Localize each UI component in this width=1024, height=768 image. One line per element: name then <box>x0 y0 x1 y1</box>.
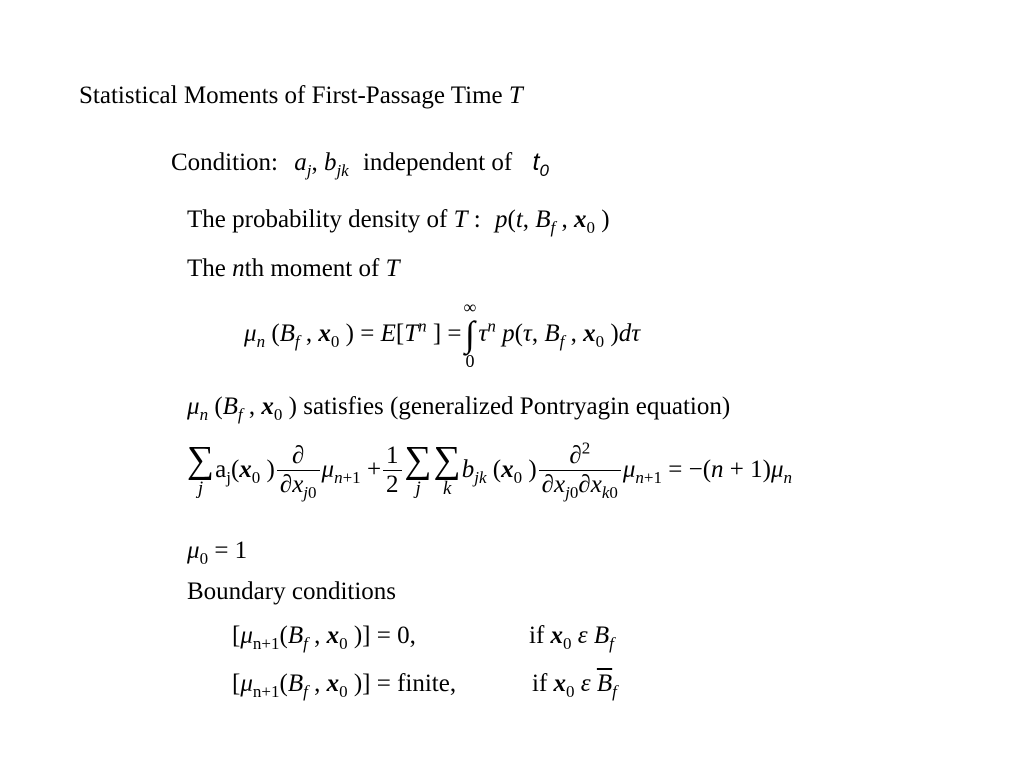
initial-condition: $\mu_0 = 1$ <box>187 537 248 568</box>
moment-label: The nth moment of T <box>187 255 400 282</box>
t0-symbol: $t_0$ <box>532 148 549 180</box>
partial-fraction-2: $\frac{\partial^2}{\partial x_{j0}\partial x_{k0}}$ <box>539 442 621 498</box>
sum-j2: ∑ j <box>404 439 432 499</box>
sum-k: ∑ k <box>433 439 461 499</box>
slide-title-var: T <box>508 82 523 109</box>
boundary-condition-2: [$\mu_{n+1}(B_f$ , $x_0$ )] = finite, <box>232 670 457 701</box>
coef-b: $b_{jk}$ <box>323 149 349 180</box>
boundary-condition-2-if: if $x_0$ ε $\overline{B}_f$ <box>532 670 617 701</box>
slide-title <box>79 82 523 110</box>
condition-label: Condition: <box>171 149 278 176</box>
density-formula: p(t, $B_f$ , $x_0$ ) <box>494 206 610 237</box>
partial-fraction-1: $\frac{\partial}{\partial x_{j0}}$ <box>277 442 320 498</box>
condition-line: Condition: $a_j$, $b_{jk}$ independent of $t_0$ <box>171 148 549 180</box>
half-fraction: $\frac{1}{2}$ <box>383 442 402 498</box>
integral-sign: ∞ ∫ 0 <box>463 297 477 371</box>
density-text: The probability density of <box>187 206 454 233</box>
satisfies-text: satisfies (generalized Pontryagin equation) <box>303 393 731 420</box>
density-line: The probability density of T : p(t, $B_f$ , $x_0$ ) <box>187 206 610 237</box>
boundary-condition-1: [$\mu_{n+1}(B_f$ , $x_0$ )] = 0, <box>232 622 416 653</box>
moment-definition: $\mu_n$ ($B_f$ , $x_0$ ) = $E[T^n$ ] = ∞ ∫ 0 $\tau^n$ p(τ, $B_f$ , $x_0$ )dτ <box>244 297 641 371</box>
boundary-condition-1-if: if $x_0$ ε $B_f$ <box>529 622 614 653</box>
condition-text: independent of <box>362 149 513 176</box>
boundary-heading: Boundary conditions <box>187 578 397 605</box>
coef-a: $a_j$ <box>294 149 312 180</box>
sum-j: ∑ j <box>187 439 215 499</box>
satisfies-line: $\mu_n$ ($B_f$ , $x_0$ ) satisfies (generalized Pontryagin equation) <box>187 393 731 424</box>
slide-title-text: Statistical Moments of First-Passage Time <box>79 82 509 109</box>
pontryagin-equation: ∑ j $a_j(x_0$ ) $\frac{\partial}{\partial x_{j0}}$ $\mu_{n+1}$ + $\frac{1}{2}$ ∑ j ∑ k $b_{jk}$ ($x_0$ ) $\frac{\partial^2}{\partial x_{j0}\partial x_{k0}}$ $\mu_{n+1} = -(n + 1)\mu_n$ <box>187 438 793 502</box>
